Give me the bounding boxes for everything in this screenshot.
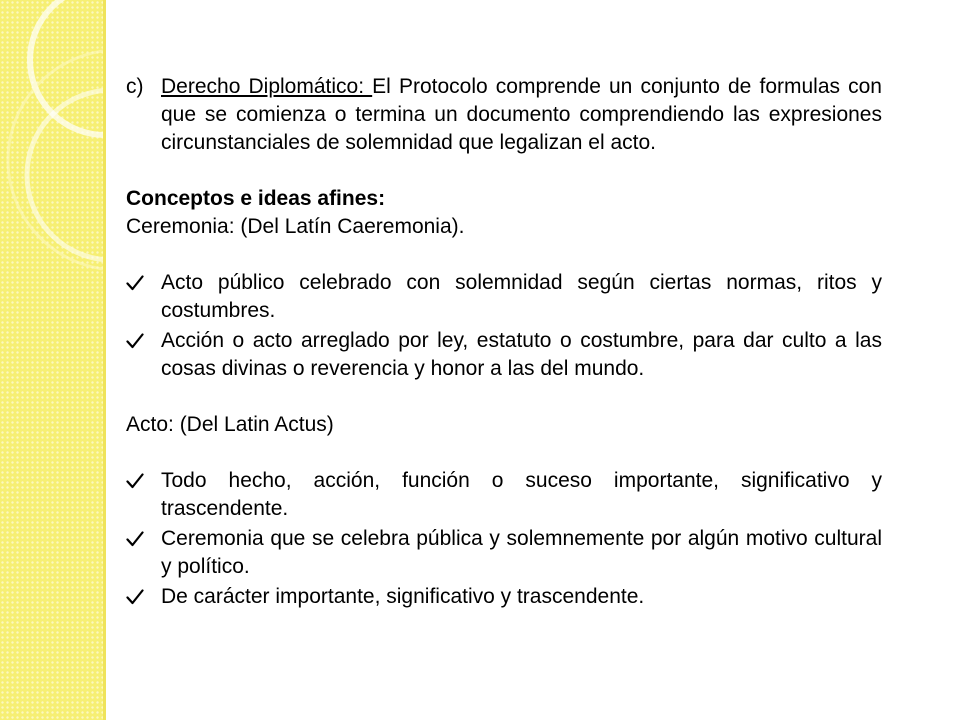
list-item-text: Todo hecho, acción, función o suceso importante, significativo y trascendente. xyxy=(161,469,882,520)
acto-bullet-list xyxy=(126,467,882,611)
bullet-marker xyxy=(126,525,161,553)
intro-item-text xyxy=(161,73,882,157)
bullet-marker xyxy=(126,467,161,495)
intro-item-label: Derecho Diplomático: xyxy=(161,75,373,98)
intro-item-marker: c) xyxy=(126,75,144,98)
intro-item xyxy=(126,73,882,157)
check-icon xyxy=(126,583,144,611)
check-icon xyxy=(126,269,144,297)
decorative-side-band xyxy=(0,0,106,720)
decorative-circles xyxy=(0,0,106,720)
list-item xyxy=(126,525,882,581)
list-item-text: Ceremonia que se celebra pública y solemnemente por algún motivo cultural y político. xyxy=(161,527,882,578)
ceremonia-definition: Ceremonia: (Del Latín Caeremonia). xyxy=(126,215,465,238)
list-item-text: De carácter importante, significativo y trascendente. xyxy=(161,585,645,608)
list-item xyxy=(126,327,882,383)
spacer xyxy=(126,383,882,411)
list-item xyxy=(126,583,882,611)
list-item-text: Acto público celebrado con solemnidad según ciertas normas, ritos y costumbres. xyxy=(161,271,882,322)
ceremonia-bullet-list xyxy=(126,269,882,383)
bullet-marker xyxy=(126,269,161,297)
spacer xyxy=(126,157,882,185)
acto-definition: Acto: (Del Latin Actus) xyxy=(126,413,334,436)
list-item-text: Acción o acto arreglado por ley, estatuto o costumbre, para dar culto a las cosas divinas o reverencia y honor a las del mundo. xyxy=(161,329,882,380)
list-item xyxy=(126,467,882,523)
spacer xyxy=(126,439,882,467)
check-icon xyxy=(126,467,144,495)
side-band-edge xyxy=(103,0,106,720)
slide-content xyxy=(126,73,882,611)
check-icon xyxy=(126,327,144,355)
spacer xyxy=(126,241,882,269)
intro-item-body: El Protocolo comprende un conjunto de formulas con que se comienza o termina un documento comprendiendo las expresiones circunstanciales de solemnidad que legalizan el acto. xyxy=(161,75,882,154)
bullet-marker xyxy=(126,327,161,355)
check-icon xyxy=(126,525,144,553)
list-item xyxy=(126,269,882,325)
concepts-heading: Conceptos e ideas afines: xyxy=(126,187,386,210)
bullet-marker xyxy=(126,583,161,611)
